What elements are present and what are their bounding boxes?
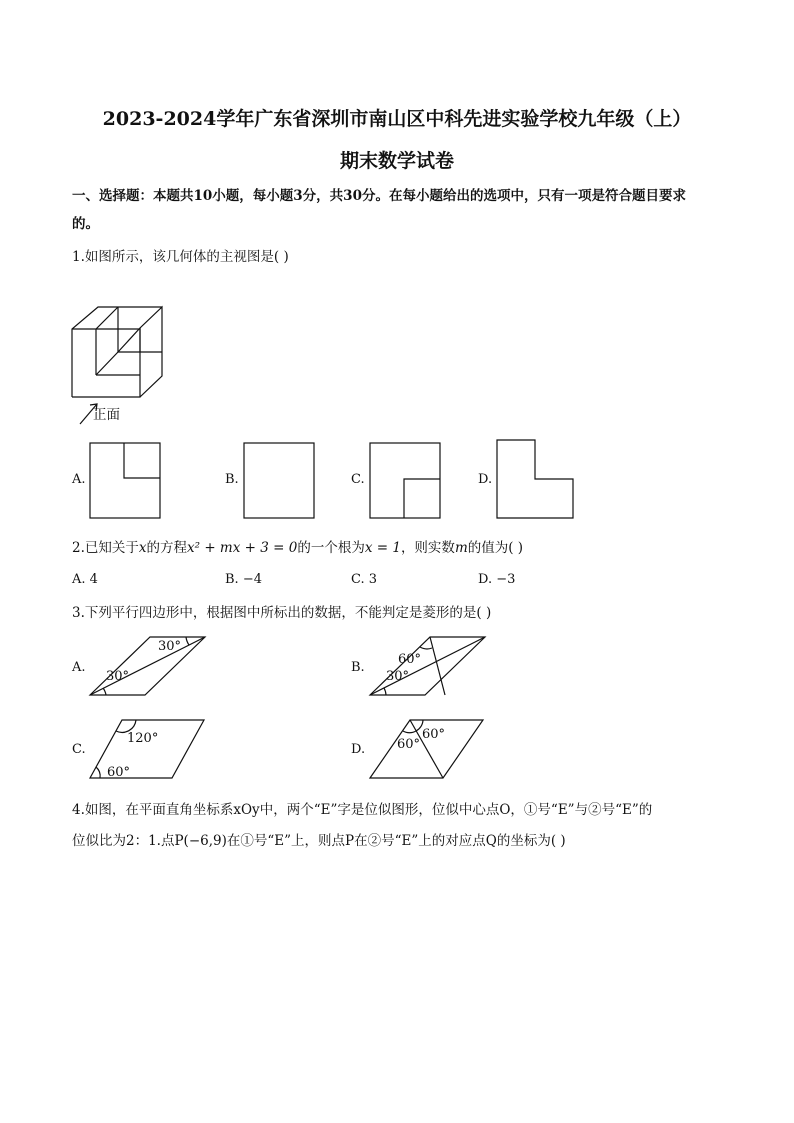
c-angle-bottom: 60° (107, 765, 131, 780)
a-angle-top: 30° (158, 639, 182, 654)
q1-option-d-label[interactable]: D. (478, 472, 493, 487)
question-4-text-line2: 位似比为2：1.点P(−6,9)在①号“E”上，则点P在②号“E”上的对应点Q的坐标为( ) (72, 833, 566, 849)
question-1-text: 1.如图所示，该几何体的主视图是( ) (72, 249, 289, 265)
c-angle-top: 120° (127, 731, 159, 746)
q2-option-b[interactable]: B. −4 (225, 572, 262, 587)
q1-option-c-label[interactable]: C. (351, 472, 365, 487)
q2-option-a[interactable]: A. 4 (72, 572, 98, 587)
b-angle-top: 60° (398, 652, 422, 667)
front-view-label: 正面 (93, 407, 120, 423)
q3-option-a-label[interactable]: A. (72, 660, 86, 675)
q3-option-d-label[interactable]: D. (351, 742, 366, 757)
section-heading-cont: 的。 (72, 216, 99, 232)
b-angle-bottom: 30° (386, 669, 410, 684)
q3-option-b-label[interactable]: B. (351, 660, 365, 675)
para-b-diagonal-2 (430, 637, 445, 695)
para-b-diagonal-1 (370, 637, 485, 695)
a-angle-bottom: 30° (106, 669, 130, 684)
question-2-text: 2.已知关于x的方程x² + mx + 3 = 0的一个根为x = 1，则实数m的值为( ) (72, 540, 524, 556)
q1-option-b-label[interactable]: B. (225, 472, 239, 487)
q1-option-a-label[interactable]: A. (72, 472, 86, 487)
q3-option-c-label[interactable]: C. (72, 742, 86, 757)
question-3-text: 3.下列平行四边形中，根据图中所标出的数据，不能判定是菱形的是( ) (72, 605, 492, 621)
q2-option-c[interactable]: C. 3 (351, 572, 378, 587)
section-heading: 一、选择题：本题共10小题，每小题3分，共30分。在每小题给出的选项中，只有一项是符合题目要求 (72, 188, 686, 204)
d-angle-right: 60° (422, 727, 446, 742)
question-4-text-line1: 4.如图，在平面直角坐标系xOy中，两个“E”字是位似图形，位似中心点O，①号“E”与②号“E”的 (72, 802, 653, 818)
page-title-line2: 期末数学试卷 (339, 150, 454, 172)
para-a-diagonal (90, 637, 205, 695)
q2-option-d[interactable]: D. −3 (478, 572, 516, 587)
page-title-line1: 2023-2024学年广东省深圳市南山区中科先进实验学校九年级（上） (102, 108, 692, 130)
d-angle-left: 60° (397, 737, 421, 752)
